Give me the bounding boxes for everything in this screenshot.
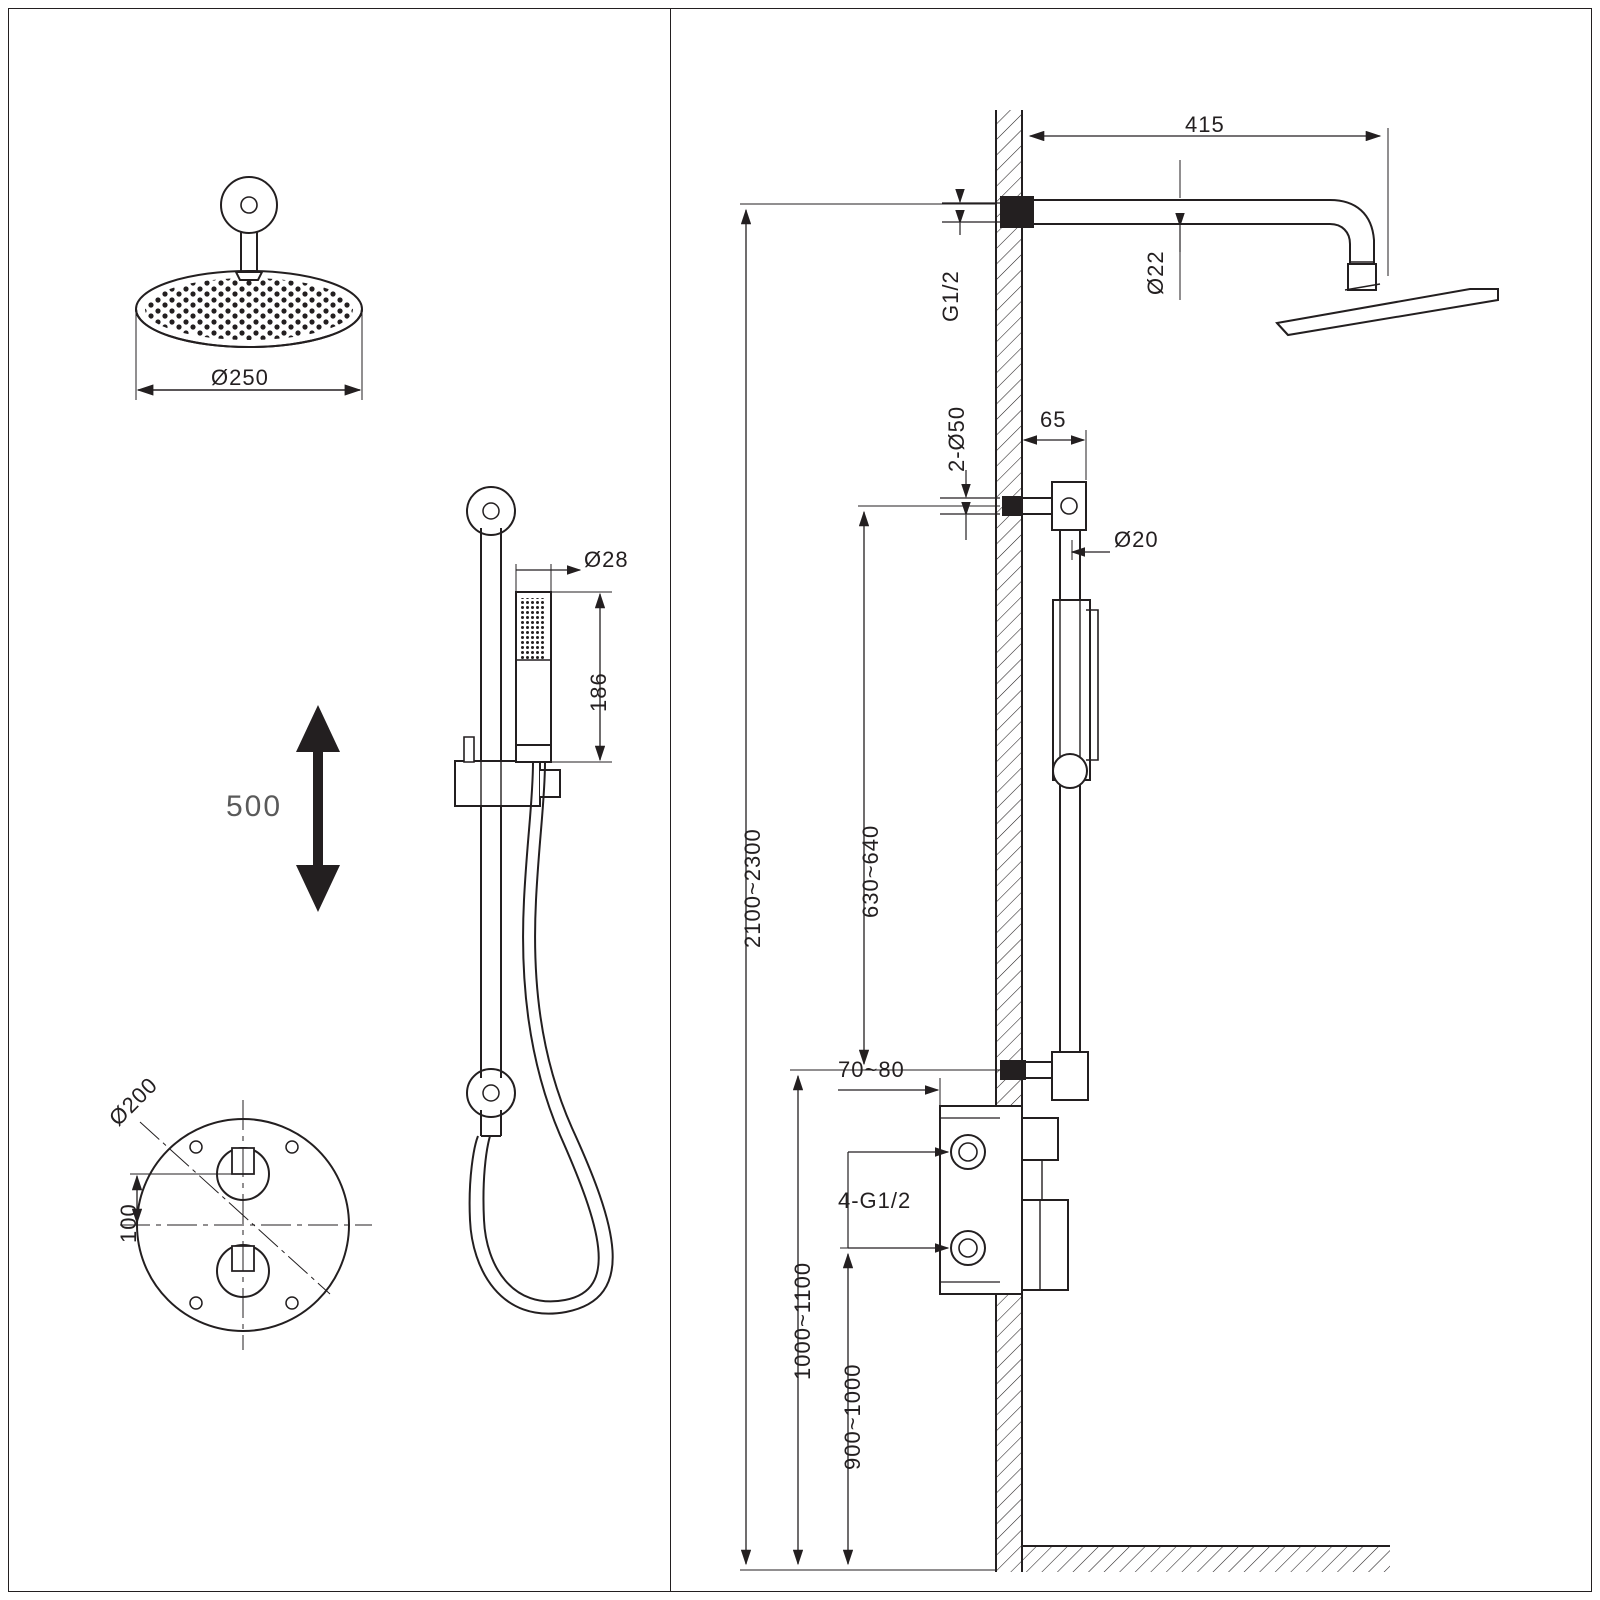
dim-head-diameter: Ø250 bbox=[211, 365, 269, 390]
dimension-lines bbox=[740, 128, 1388, 1570]
travel-arrow-geometry bbox=[296, 705, 340, 912]
dim-outlet-height: 900~1000 bbox=[840, 1363, 865, 1470]
dim-valve-ports: 4-G1/2 bbox=[838, 1188, 912, 1213]
shower-arm-geometry bbox=[1000, 196, 1498, 335]
dim-arm-diameter: Ø22 bbox=[1143, 250, 1168, 295]
wall-geometry bbox=[996, 110, 1390, 1572]
dim-handle-spacing: 100 bbox=[116, 1203, 141, 1243]
dim-handset-diameter: Ø28 bbox=[584, 547, 629, 572]
dim-plate-diameter: Ø200 bbox=[104, 1072, 163, 1131]
dim-overall-height: 2100~2300 bbox=[740, 828, 765, 948]
slide-rail-geometry bbox=[455, 487, 613, 1314]
dim-handset-length: 186 bbox=[586, 672, 611, 712]
dim-bracket-offset: 65 bbox=[1040, 407, 1067, 432]
dim-valve-height: 1000~1100 bbox=[790, 1261, 815, 1380]
dim-valve-projection: 70~80 bbox=[838, 1057, 905, 1082]
mixer-plate-geometry bbox=[120, 1100, 372, 1350]
dim-arm-inlet-thread: G1/2 bbox=[938, 270, 963, 322]
dim-arm-projection: 415 bbox=[1185, 112, 1225, 137]
dim-rail-length: 630~640 bbox=[858, 824, 883, 918]
dim-riser-diameter: Ø20 bbox=[1114, 527, 1159, 552]
dim-outlet-pair: 2-Ø50 bbox=[944, 405, 969, 472]
dim-rail-travel: 500 bbox=[226, 790, 283, 823]
